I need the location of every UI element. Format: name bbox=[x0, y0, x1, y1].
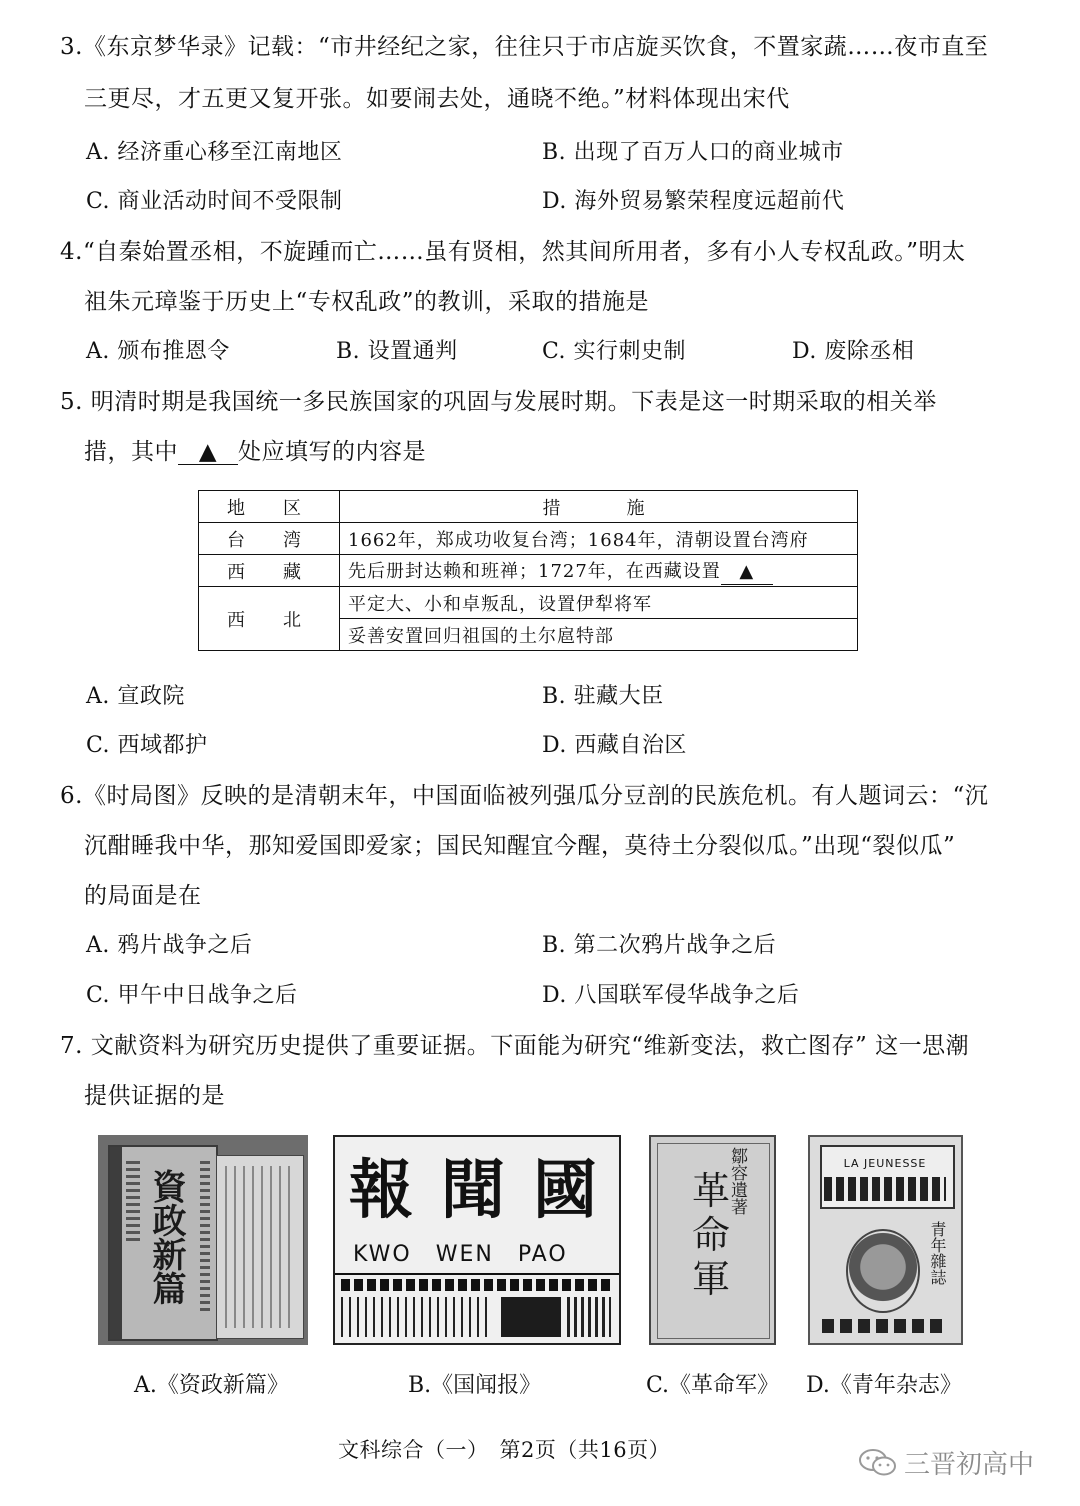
q5-option-d[interactable]: D. 西藏自治区 bbox=[542, 733, 687, 758]
book-cover bbox=[108, 1145, 218, 1341]
header-region: 地 区 bbox=[199, 491, 340, 523]
q5-option-c[interactable]: C. 西域都护 bbox=[86, 733, 208, 758]
q4-stem-line2: 祖朱元璋鉴于历史上“专权乱政”的教训，采取的措施是 bbox=[84, 289, 650, 315]
q4-option-b[interactable]: B. 设置通判 bbox=[336, 339, 458, 364]
q5-option-b[interactable]: B. 驻藏大臣 bbox=[542, 684, 664, 709]
figure-d-masthead: LA JEUNESSE bbox=[843, 1157, 927, 1170]
q6-stem-line2: 沉酣睡我中华，那知爱国即爱家；国民知醒宜今醒，莫待土分裂似瓜。”出现“裂似瓜” bbox=[84, 833, 956, 859]
portrait bbox=[846, 1229, 920, 1313]
figure-c-author: 鄒容遺著 bbox=[727, 1147, 747, 1215]
region-northwest: 西 北 bbox=[199, 587, 340, 651]
q6-option-b[interactable]: B. 第二次鸦片战争之后 bbox=[542, 933, 777, 958]
q6-stem-line1: 6.《时局图》反映的是清朝末年，中国面临被列强瓜分豆剖的民族危机。有人题词云：“沉 bbox=[60, 783, 989, 809]
q5-stem-line1: 5. 明清时期是我国统一多民族国家的巩固与发展时期。下表是这一时期采取的相关举 bbox=[60, 389, 937, 415]
title-char: 命 bbox=[691, 1213, 730, 1257]
q5-measures-table bbox=[198, 490, 858, 651]
region-tibet: 西 藏 bbox=[199, 555, 340, 587]
figure-a-title: 資政新篇 bbox=[146, 1169, 186, 1305]
figure-d-image[interactable] bbox=[808, 1135, 963, 1345]
title-char: 革 bbox=[691, 1169, 730, 1213]
masthead-latin: KWO WEN PAO bbox=[353, 1242, 568, 1267]
figure-a-image[interactable] bbox=[98, 1135, 308, 1345]
wechat-icon bbox=[858, 1448, 898, 1478]
q6-stem-line3: 的局面是在 bbox=[84, 883, 202, 909]
masthead-char-2: 聞 bbox=[441, 1153, 505, 1228]
q4-stem-line1: 4.“自秦始置丞相，不旋踵而亡……虽有贤相，然其间所用者，多有小人专权乱政。”明太 bbox=[60, 239, 966, 265]
q3-option-a[interactable]: A. 经济重心移至江南地区 bbox=[86, 140, 343, 165]
title-char: 軍 bbox=[691, 1257, 730, 1301]
watermark bbox=[858, 1444, 1034, 1481]
q5-option-a[interactable]: A. 宣政院 bbox=[86, 684, 185, 709]
table-header-row bbox=[199, 491, 858, 523]
measure-northwest-1: 平定大、小和卓叛乱，设置伊犁将军 bbox=[340, 587, 858, 619]
figure-d-title: 青年雜誌 bbox=[928, 1221, 947, 1285]
table-blank-triangle: ▲ bbox=[721, 560, 773, 585]
figure-c-caption[interactable]: C.《革命军》 bbox=[646, 1373, 780, 1398]
figure-d-caption[interactable]: D.《青年杂志》 bbox=[806, 1373, 962, 1398]
table-row bbox=[199, 555, 858, 587]
measure-taiwan: 1662年，郑成功收复台湾；1684年，清朝设置台湾府 bbox=[340, 523, 858, 555]
q5-stem-line2 bbox=[84, 437, 426, 467]
q6-option-c[interactable]: C. 甲午中日战争之后 bbox=[86, 983, 298, 1008]
q6-option-a[interactable]: A. 鸦片战争之后 bbox=[86, 933, 253, 958]
book-page bbox=[216, 1155, 304, 1339]
region-taiwan: 台 湾 bbox=[199, 523, 340, 555]
q4-option-d[interactable]: D. 废除丞相 bbox=[792, 339, 915, 364]
q3-stem-line2: 三更尽，才五更又复开张。如要闹去处，通晓不绝。”材料体现出宋代 bbox=[84, 86, 790, 112]
figure-a-caption[interactable]: A.《资政新篇》 bbox=[134, 1373, 289, 1398]
q4-option-a[interactable]: A. 颁布推恩令 bbox=[86, 339, 230, 364]
q7-stem-line1: 7. 文献资料为研究历史提供了重要证据。下面能为研究“维新变法，救亡图存” 这一思潮 bbox=[60, 1033, 970, 1059]
q7-stem-line2: 提供证据的是 bbox=[84, 1083, 225, 1109]
table-row bbox=[199, 587, 858, 619]
q3-option-c[interactable]: C. 商业活动时间不受限制 bbox=[86, 189, 343, 214]
q4-option-c[interactable]: C. 实行刺史制 bbox=[542, 339, 687, 364]
q6-option-d[interactable]: D. 八国联军侵华战争之后 bbox=[542, 983, 800, 1008]
masthead-char-1: 報 bbox=[349, 1153, 413, 1228]
q3-option-d[interactable]: D. 海外贸易繁荣程度远超前代 bbox=[542, 189, 845, 214]
table-row bbox=[199, 523, 858, 555]
page-footer: 文科综合（一） 第2页（共16页） bbox=[338, 1438, 671, 1462]
q5-stem-post: 处应填写的内容是 bbox=[238, 439, 426, 465]
masthead-char-3: 國 bbox=[533, 1153, 597, 1228]
figure-c-title bbox=[689, 1169, 733, 1301]
measure-northwest-2: 妥善安置回归祖国的土尔扈特部 bbox=[340, 619, 858, 651]
q5-stem-pre: 措，其中 bbox=[84, 439, 178, 465]
measure-tibet-cell bbox=[340, 555, 858, 587]
figure-c-image[interactable] bbox=[649, 1135, 776, 1345]
header-measures: 措 施 bbox=[340, 491, 858, 523]
q3-option-b[interactable]: B. 出现了百万人口的商业城市 bbox=[542, 140, 844, 165]
q5-blank-triangle: ▲ bbox=[178, 440, 238, 465]
measure-tibet: 先后册封达赖和班禅；1727年，在西藏设置 bbox=[348, 560, 721, 582]
figure-b-image[interactable] bbox=[333, 1135, 621, 1345]
q3-stem-line1: 3.《东京梦华录》记载：“市井经纪之家，往往只于市店旋买饮食，不置家蔬……夜市直至 bbox=[60, 34, 989, 60]
figure-b-caption[interactable]: B.《国闻报》 bbox=[408, 1373, 542, 1398]
watermark-text: 三晋初高中 bbox=[904, 1450, 1035, 1480]
